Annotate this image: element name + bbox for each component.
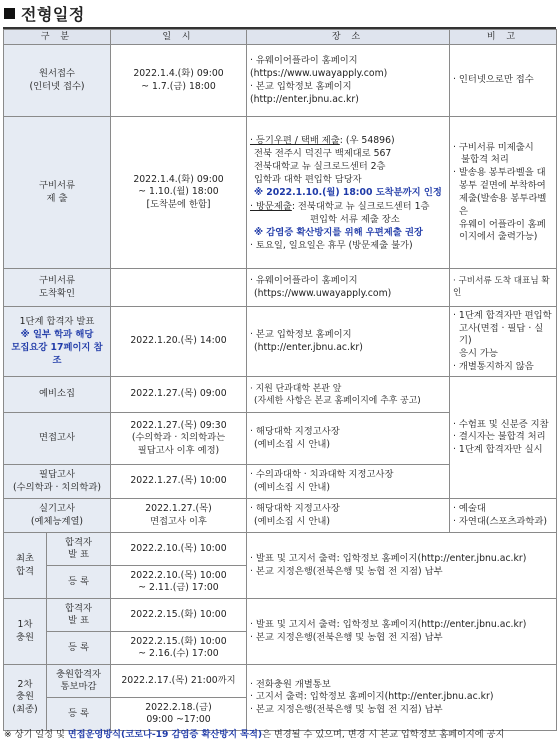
- row-place-written: · 수의과대학 · 치과대학 지정고사장 (예비소집 시 안내): [247, 465, 450, 499]
- header-remarks: 비 고: [450, 30, 557, 45]
- row-place-orientation: · 지원 단과대학 본관 앞 (자세한 사항은 본교 홈페이지에 추후 공고): [247, 377, 450, 413]
- footnote-highlight: 면접운영방식(코로나-19 감염증 확산방지 목적): [67, 729, 263, 740]
- group-label-first: 1차 충원: [4, 599, 47, 665]
- row-label-arrival-check: 구비서류 도착확인: [4, 269, 111, 307]
- row-note-exams: · 수험표 및 신분증 지참 · 결시자는 불합격 처리 · 1단계 합격자만 실시: [450, 377, 557, 499]
- sub-label-register: 등 록: [47, 566, 111, 599]
- row-date-register: 2022.2.15.(화) 10:00 ~ 2.16.(수) 17:00: [111, 632, 247, 665]
- row-note-practical: · 예술대 · 자연대(스포츠과학과): [450, 499, 557, 533]
- row-place-interview: · 해당대학 지정고사장 (예비소집 시 안내): [247, 413, 450, 465]
- header-datetime: 일 시: [111, 30, 247, 45]
- row-date-interview: 2022.1.27.(목) 09:30 (수의학과 · 치의학과는 필답고사 이후 예정): [111, 413, 247, 465]
- row-date-register: 2022.2.18.(금) 09:00 ~17:00: [111, 698, 247, 731]
- row-note-arrival-check: · 구비서류 도착 대표님 확인: [450, 269, 557, 307]
- row-date-documents: 2022.1.4.(화) 09:00 ~ 1.10.(월) 18:00 [도착분에 한함]: [111, 117, 247, 269]
- schedule-table: [3, 29, 557, 731]
- table-row: [4, 533, 557, 566]
- row-label-orientation: 예비소집: [4, 377, 111, 413]
- table-row: [4, 307, 557, 377]
- table-row: [4, 499, 557, 533]
- header-place: 장 소: [247, 30, 450, 45]
- table-row: [4, 117, 557, 269]
- row-label-written: 필답고사 (수의학과 · 치의학과): [4, 465, 111, 499]
- row-note-application: · 인터넷으로만 접수: [450, 45, 557, 117]
- row-date-practical: 2022.1.27.(목) 면접고사 이후: [111, 499, 247, 533]
- sub-label-announce: 합격자 발 표: [47, 599, 111, 632]
- table-row: [4, 665, 557, 698]
- row-place-application: · 유웨이어플라이 홈페이지 (https://www.uwayapply.com) · 본교 입학정보 홈페이지 (http://enter.jbnu.ac.kr): [247, 45, 450, 117]
- sub-label-register: 등 록: [47, 632, 111, 665]
- group-label-second: 2차 충원 (최종): [4, 665, 47, 731]
- row-place-practical: · 해당대학 지정고사장 (예비소집 시 안내): [247, 499, 450, 533]
- sub-label-announce: 합격자 발 표: [47, 533, 111, 566]
- row-date-announce: 2022.2.10.(목) 10:00: [111, 533, 247, 566]
- row-place-documents: · 등기우편 / 택배 제출: (우 54896) 전북 전주시 덕진구 백제대로 567 전북대학교 뉴 실크로드센터 2층 입학과 대학 편입학 담당자 ※ 2022.1.10.(월) 18:00 도착분까지 인정 · 방문제출: 전북대학교 뉴 실크로드센터 1층 편입학 서류 제출 장소 ※ 감염증 확산방지를 위해 우편제출 권장 · 토요일, 일요일은 휴무 (방문제출 불가): [247, 117, 450, 269]
- group-place-initial: · 발표 및 고지서 출력: 입학정보 홈페이지(http://enter.jbnu.ac.kr) · 본교 지정은행(전북은행 및 농협 전 지점) 납부: [247, 533, 557, 599]
- row-label-interview: 면접고사: [4, 413, 111, 465]
- footnote: [4, 726, 560, 740]
- row-note-stage1: · 1단계 합격자만 편입학 고사(면접 · 필답 · 실기) 응시 가능 · 개별통지하지 않음: [450, 307, 557, 377]
- page-title: 전형일정: [21, 4, 85, 24]
- table-row: [4, 269, 557, 307]
- row-date-announce: 2022.2.15.(화) 10:00: [111, 599, 247, 632]
- group-place-second: · 전화충원 개별통보 · 고지서 출력: 입학정보 홈페이지(http://enter.jbnu.ac.kr) · 본교 지정은행(전북은행 및 농협 전 지점) 납부: [247, 665, 557, 731]
- row-date-application: 2022.1.4.(화) 09:00 ~ 1.7.(금) 18:00: [111, 45, 247, 117]
- table-row: [4, 377, 557, 413]
- row-date-written: 2022.1.27.(목) 10:00: [111, 465, 247, 499]
- row-place-arrival-check: · 유웨이어플라이 홈페이지 (https://www.uwayapply.com): [247, 269, 450, 307]
- group-label-initial: 최초 합격: [4, 533, 47, 599]
- row-note-documents: · 구비서류 미제출시 불합격 처리 · 발송용 봉투라벨을 대 봉투 겉면에 부착하여 제출(발송용 봉투라벨은 유웨이 어플라이 홈페 이지에서 출력가능): [450, 117, 557, 269]
- row-label-documents: 구비서류 제 출: [4, 117, 111, 269]
- sub-label-deadline: 충원합격자 통보마감: [47, 665, 111, 698]
- row-date-stage1: 2022.1.20.(목) 14:00: [111, 307, 247, 377]
- row-date-orientation: 2022.1.27.(목) 09:00: [111, 377, 247, 413]
- row-label-practical: 실기고사 (예체능계열): [4, 499, 111, 533]
- square-bullet-icon: [4, 8, 15, 19]
- header-category: 구 분: [4, 30, 111, 45]
- row-date-register: 2022.2.10.(목) 10:00 ~ 2.11.(금) 17:00: [111, 566, 247, 599]
- group-place-first: · 발표 및 고지서 출력: 입학정보 홈페이지(http://enter.jbnu.ac.kr) · 본교 지정은행(전북은행 및 농협 전 지점) 납부: [247, 599, 557, 665]
- row-date-deadline: 2022.2.17.(목) 21:00까지: [111, 665, 247, 698]
- row-label-stage1: 1단계 합격자 발표 ※ 일부 학과 해당 모집요강 17페이지 참조: [4, 307, 111, 377]
- footnote-suffix: 은 변경될 수 있으며, 변경 시 본교 입학정보 홈페이지에 공지: [262, 729, 505, 740]
- table-row: [4, 599, 557, 632]
- page-title-block: [4, 2, 85, 24]
- sub-label-register: 등 록: [47, 698, 111, 731]
- row-label-application: 원서접수 (인터넷 접수): [4, 45, 111, 117]
- row-date-arrival-check: [111, 269, 247, 307]
- footnote-prefix: ※ 상기 일정 및: [4, 729, 68, 740]
- table-row: [4, 45, 557, 117]
- row-place-stage1: · 본교 입학정보 홈페이지 (http://enter.jbnu.ac.kr): [247, 307, 450, 377]
- table-header-row: [4, 30, 557, 45]
